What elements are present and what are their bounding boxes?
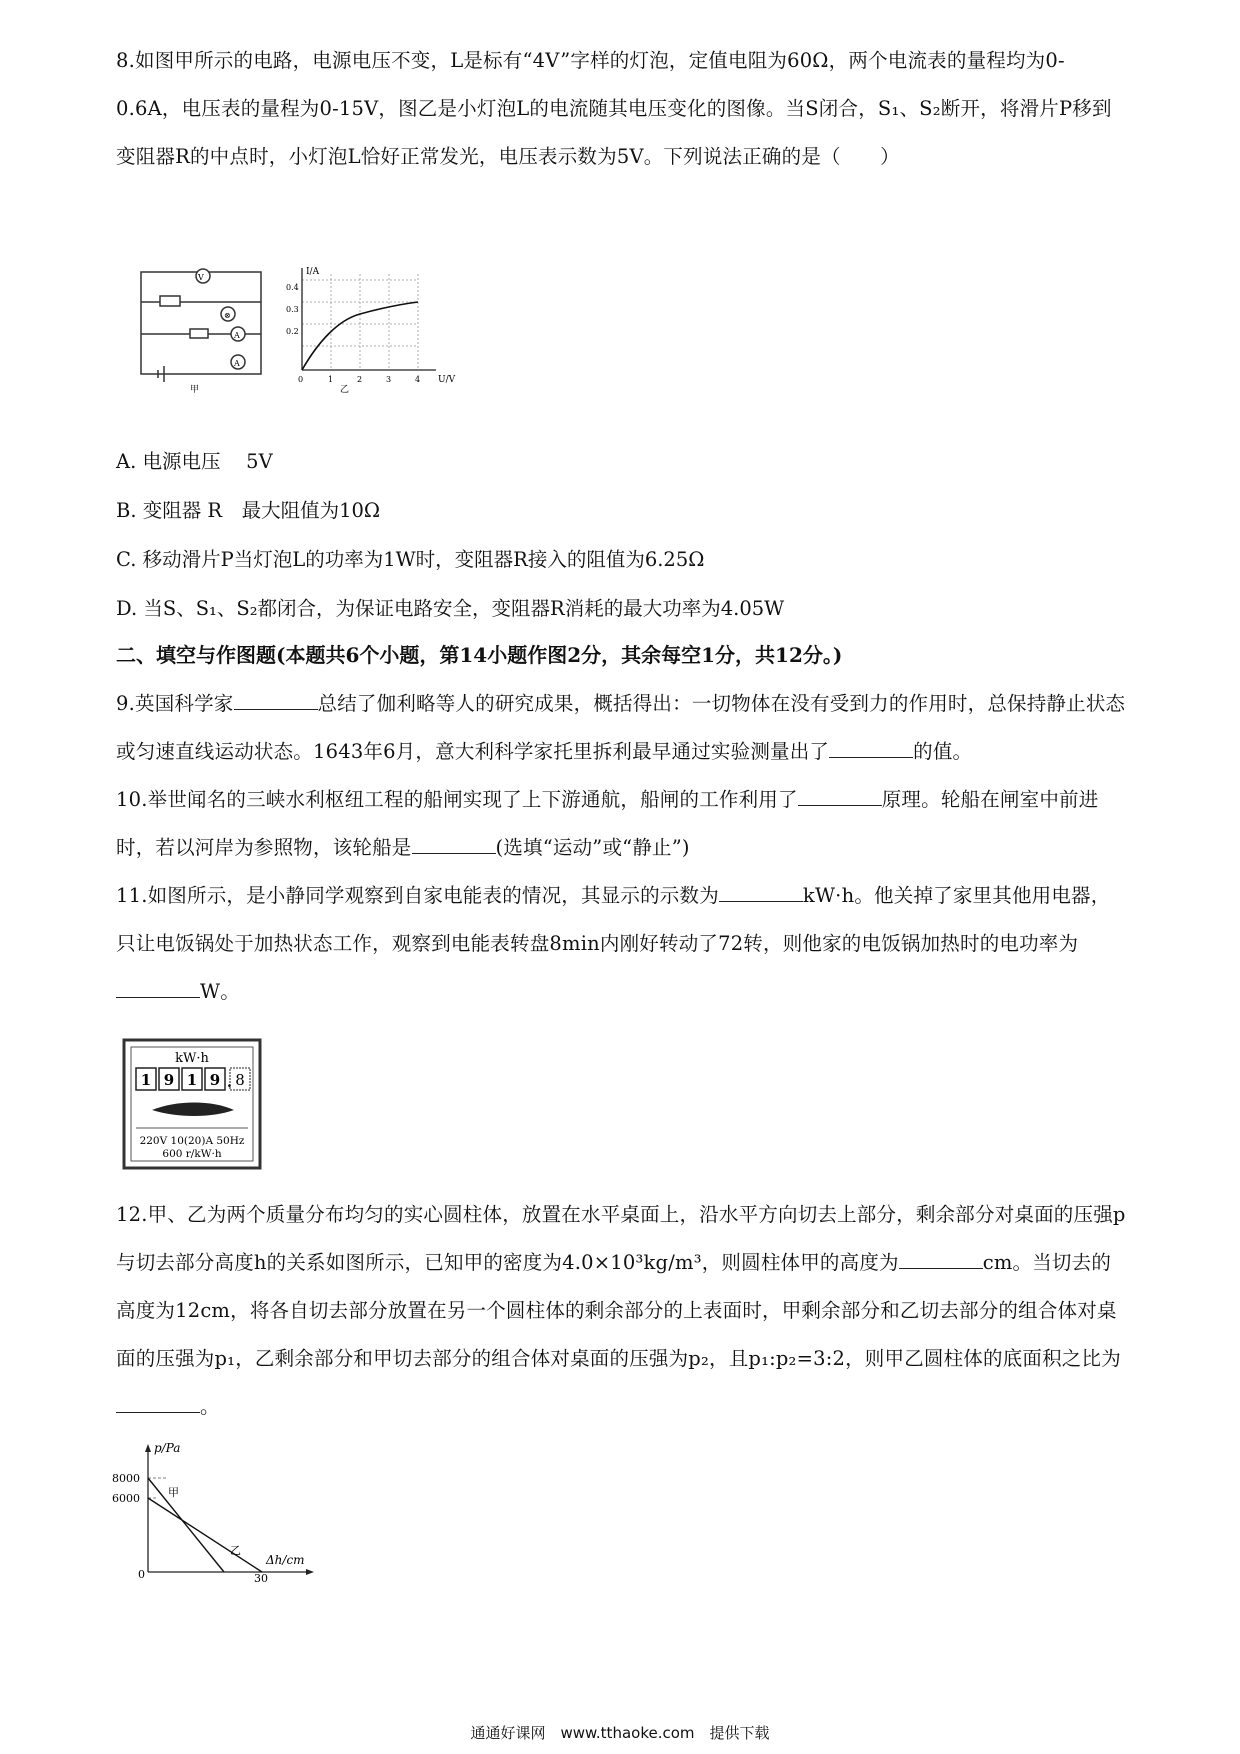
svg-text:A: A	[234, 359, 240, 368]
svg-text:0.4: 0.4	[286, 283, 299, 292]
meter-digit: 9	[209, 1071, 221, 1089]
svg-text:0: 0	[138, 1568, 145, 1581]
svg-text:2: 2	[357, 375, 363, 384]
meter-spec-2: 600 r/kW·h	[162, 1148, 222, 1160]
svg-text:3: 3	[386, 375, 392, 384]
svg-text:0: 0	[298, 375, 304, 384]
svg-text:0.2: 0.2	[286, 327, 299, 336]
question-9-text: 9.英国科学家 总结了伽利略等人的研究成果，概括得出：一切物体在没有受到力的作用时，总保持静止状态或匀速直线运动状态。1643年6月，意大利科学家托里拆利最早通过实验测量出了 的值。	[116, 692, 1126, 763]
blank[interactable]	[899, 1250, 983, 1269]
option-a: A. 电源电压 5V	[116, 450, 273, 473]
pressure-graph	[112, 1442, 322, 1582]
svg-text:8000: 8000	[112, 1472, 140, 1485]
meter-digit: 1	[140, 1071, 152, 1089]
svg-text:U/V: U/V	[438, 375, 456, 385]
blank[interactable]	[116, 1394, 200, 1413]
blank[interactable]	[234, 691, 318, 710]
blank[interactable]	[412, 835, 496, 854]
blank[interactable]	[829, 739, 913, 758]
svg-text:乙: 乙	[230, 1544, 241, 1557]
section-2-heading: 二、填空与作图题(本题共6个小题，第14小题作图2分，其余每空1分，共12分。)	[116, 643, 843, 667]
question-12-text: 12.甲、乙为两个质量分布均匀的实心圆柱体，放置在水平桌面上，沿水平方向切去上部分，剩余部分对桌面的压强p与切去部分高度h的关系如图所示，已知甲的密度为4.0×10³kg/m³，则圆柱体甲的高度为 cm。当切去的高度为12cm，将各自切去部分放置在另一个圆柱体的剩余部分的上表面时，甲剩余部分和乙切去部分的组合体对桌面的压强为p₁，乙剩余部分和甲切去部分的组合体对桌面的压强为p₂，且p₁:p₂=3:2，则甲乙圆柱体的底面积之比为。	[116, 1203, 1126, 1418]
svg-text:V: V	[198, 273, 204, 282]
svg-text:甲: 甲	[168, 1486, 179, 1499]
circuit-label: 甲	[190, 385, 200, 395]
blank[interactable]	[798, 787, 882, 806]
meter-spec-1: 220V 10(20)A 50Hz	[139, 1135, 245, 1147]
svg-text:0.3: 0.3	[286, 305, 299, 314]
svg-text:Δh/cm: Δh/cm	[266, 1553, 305, 1567]
option-b: B. 变阻器 R 最大阻值为10Ω	[116, 499, 381, 522]
page-footer: 通通好课网 www.tthaoke.com 提供下载	[470, 1724, 770, 1742]
blank[interactable]	[116, 979, 200, 998]
svg-text:I/A: I/A	[306, 267, 320, 277]
svg-text:A: A	[234, 331, 240, 340]
option-d: D. 当S、S₁、S₂都闭合，为保证电路安全，变阻器R消耗的最大功率为4.05W	[116, 597, 785, 620]
svg-text:p/Pa: p/Pa	[154, 1442, 181, 1455]
option-c: C. 移动滑片P当灯泡L的功率为1W时，变阻器R接入的阻值为6.25Ω	[116, 548, 705, 571]
svg-text:.: .	[227, 1075, 232, 1091]
meter-unit: kW·h	[175, 1051, 209, 1066]
svg-text:乙: 乙	[340, 385, 350, 395]
line-yi	[148, 1498, 262, 1572]
blank[interactable]	[719, 883, 803, 902]
meter-digit: 1	[186, 1071, 198, 1089]
svg-text:1: 1	[328, 375, 334, 384]
q8-figure	[128, 262, 498, 397]
svg-text:4: 4	[415, 375, 421, 384]
meter-digit: 8	[235, 1071, 245, 1089]
line-jia	[148, 1478, 224, 1572]
svg-text:⊗: ⊗	[224, 311, 231, 320]
question-11-text: 11.如图所示，是小静同学观察到自家电能表的情况，其显示的示数为 kW·h。他关掉了家里其他用电器，只让电饭锅处于加热状态工作，观察到电能表转盘8min内刚好转动了72转，则他家的电饭锅加热时的电功率为W。	[116, 884, 1111, 1003]
energy-meter-figure	[122, 1038, 262, 1170]
question-10-text: 10.举世闻名的三峡水利枢纽工程的船闸实现了上下游通航，船闸的工作利用了 原理。轮船在闸室中前进时，若以河岸为参照物，该轮船是 (选填“运动”或“静止”)	[116, 788, 1099, 859]
svg-text:6000: 6000	[112, 1492, 140, 1505]
meter-digit: 9	[163, 1071, 175, 1089]
svg-text:30: 30	[254, 1572, 268, 1582]
question-8-text: 8.如图甲所示的电路，电源电压不变，L是标有“4V”字样的灯泡，定值电阻为60Ω，两个电流表的量程均为0-0.6A，电压表的量程为0-15V，图乙是小灯泡L的电流随其电压变化的图像。当S闭合，S₁、S₂断开，将滑片P移到变阻器R的中点时，小灯泡L恰好正常发光，电压表示数为5V。下列说法正确的是（ ）	[116, 49, 1112, 168]
iu-graph	[286, 267, 456, 395]
circuit-diagram	[141, 269, 261, 382]
